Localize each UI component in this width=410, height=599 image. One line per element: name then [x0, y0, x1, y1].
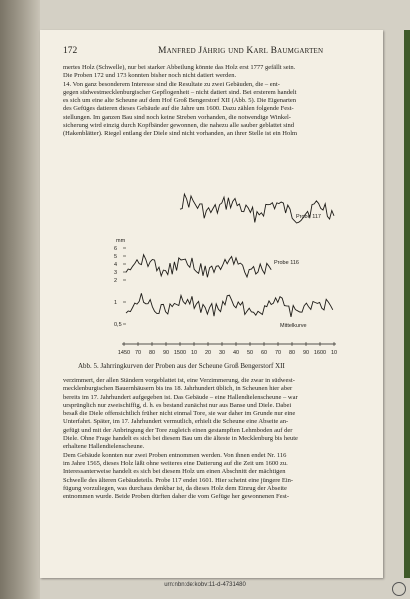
y-tick-label: 6 [114, 246, 118, 252]
running-header [63, 46, 353, 58]
x-tick-label: 20 [204, 350, 212, 356]
label-probe-117: Probe 117 [296, 214, 321, 220]
text-line: gegen südwestmecklenburgischer Gepflogenheit – nicht datiert sind. Bei ersterem handelt [63, 88, 297, 96]
text-line: Diele. Ohne Frage handelt es sich bei diesem Bau um die älteste in Mecklenburg bis heute [63, 435, 298, 443]
curve-mittelkurve [126, 293, 333, 317]
x-tick-label: 90 [302, 350, 310, 356]
page-number: 172 [63, 46, 78, 56]
y-tick-label: 1 [114, 300, 118, 306]
figure-caption: Abb. 5. Jahrringkurven der Proben aus der Scheune Groß Bengerstorf XII [78, 362, 285, 370]
running-title: Manfred Jährig und Karl Baumgarten [158, 46, 324, 56]
y-tick-label: 4 [114, 262, 118, 268]
text-line: erhaltene Hallendielenscheune. [63, 443, 145, 451]
y-tick-label: 5 [114, 254, 118, 260]
text-line: es sich um eine alte Scheune auf dem Hof Groß Bengerstorf XII (Abb. 5). Die Eigenarten [63, 97, 297, 105]
label-probe-116: Probe 116 [274, 260, 299, 266]
curve-probe-116 [126, 255, 271, 278]
label-mittelkurve: Mittelkurve [280, 323, 307, 329]
text-line: ursprünglich nur zweischiffig, d. h. es bestand zunächst nur aus Banse und Diele. Dabei [63, 401, 292, 409]
body-text-bottom [63, 377, 353, 501]
y-axis-ticks [114, 246, 126, 328]
urn-footer: urn:nbn:de:kobv:11-d-4731480 [164, 582, 246, 588]
text-line: stellungen. Im ganzen Bau sind noch keine Streben vorhanden, die notwendige Winkel- [63, 113, 291, 121]
unit-label: mm [116, 238, 126, 244]
x-tick-label: 1600 [313, 350, 327, 356]
body-text-top [63, 64, 353, 139]
text-line: bereits im 17. Jahrhundert aufgegeben ist. Das Gebäude – eine Hallendielenscheune – war [63, 393, 298, 401]
x-tick-label: 60 [260, 350, 268, 356]
text-line: mecklenburgischen Bauernhäusern bis ins 18. Jahrhundert üblich, in Scheunen hier aber [63, 385, 293, 393]
text-line: entnommen wurde. Beide Proben dürften daher die vom Gefüge her gewonnenen Fest- [63, 493, 289, 501]
text-line: besaß die Diele offensichtlich früher nicht einmal Tore, sie war daher im Grunde nur eine [63, 410, 296, 418]
x-tick-label: 80 [288, 350, 296, 356]
text-line: Interessanterweise handelt es sich bei diesem Holz um einen Abschnitt der mächtigen [63, 468, 286, 476]
x-tick-label: 70 [134, 350, 142, 356]
x-tick-label: 10 [330, 350, 338, 356]
book-spine-shadow [0, 0, 40, 599]
text-line: fügung vorzuliegen, was durchaus denkbar ist, da dieses Holz dem Einrug der Abseite [63, 484, 287, 492]
x-tick-label: 80 [148, 350, 156, 356]
text-line: des Gefüges datieren dieses Gebäude auf die Jahre um 1600. Dazu zählen folgende Fest- [63, 105, 294, 113]
text-line: gefügt und mit der Anbringung der Tore zugleich einen gestampften Lehmboden auf der [63, 426, 293, 434]
x-tick-label: 10 [190, 350, 198, 356]
x-tick-label: 1450 [117, 350, 131, 356]
x-tick-label: 40 [232, 350, 240, 356]
text-line: 14. Von ganz besonderem Interesse sind die Resultate zu zwei Gebäuden, die – ent- [63, 80, 280, 88]
x-tick-label: 1500 [173, 350, 187, 356]
text-line: (Hakenblätter). Riegel entlang der Diele sind nicht vorhanden, an ihrer Stelle ist ein Holm [63, 130, 298, 138]
y-tick-label: 3 [114, 270, 118, 276]
text-line: Die Proben 172 und 173 konnten bisher noch nicht datiert werden. [63, 72, 237, 80]
y-tick-label: 0,5 [114, 322, 122, 328]
text-line: verzimmert, der allen Ständern vorgeblattet ist, eine Verzimmerung, die zwar in südwest- [63, 377, 295, 384]
y-tick-label: 2 [114, 278, 118, 284]
text-line: Dem Gebäude konnten nur zwei Proben entnommen werden. Von ihnen endet Nr. 116 [63, 451, 287, 459]
scan-edge-strip [404, 30, 410, 578]
text-line: Schwelle des älteren Gebäudeteils. Probe 117 endet 1601. Hier scheint eine jüngere Ein- [63, 476, 294, 484]
text-line: sicherung wird einzig durch Kopfbänder gewonnen, die nahezu alle sauber geblattet sind [63, 122, 295, 130]
text-line: im Jahre 1565, dieses Holz läßt ohne weiteres eine Datierung auf die Zeit um 1600 zu. [63, 459, 288, 467]
text-line: mertes Holz (Schwelle), nur bei starker Abbeilung könnte das Holz erst 1777 gefällt sein. [63, 64, 296, 71]
x-tick-label: 70 [274, 350, 282, 356]
x-tick-label: 90 [162, 350, 170, 356]
x-tick-label: 30 [218, 350, 226, 356]
tree-ring-figure [110, 178, 342, 358]
text-line: Unterfahrt. Später, im 17. Jahrhundert vermutlich, erhielt die Scheune eine Abseite an- [63, 418, 289, 426]
x-tick-label: 50 [246, 350, 254, 356]
library-stamp-icon [392, 582, 406, 596]
